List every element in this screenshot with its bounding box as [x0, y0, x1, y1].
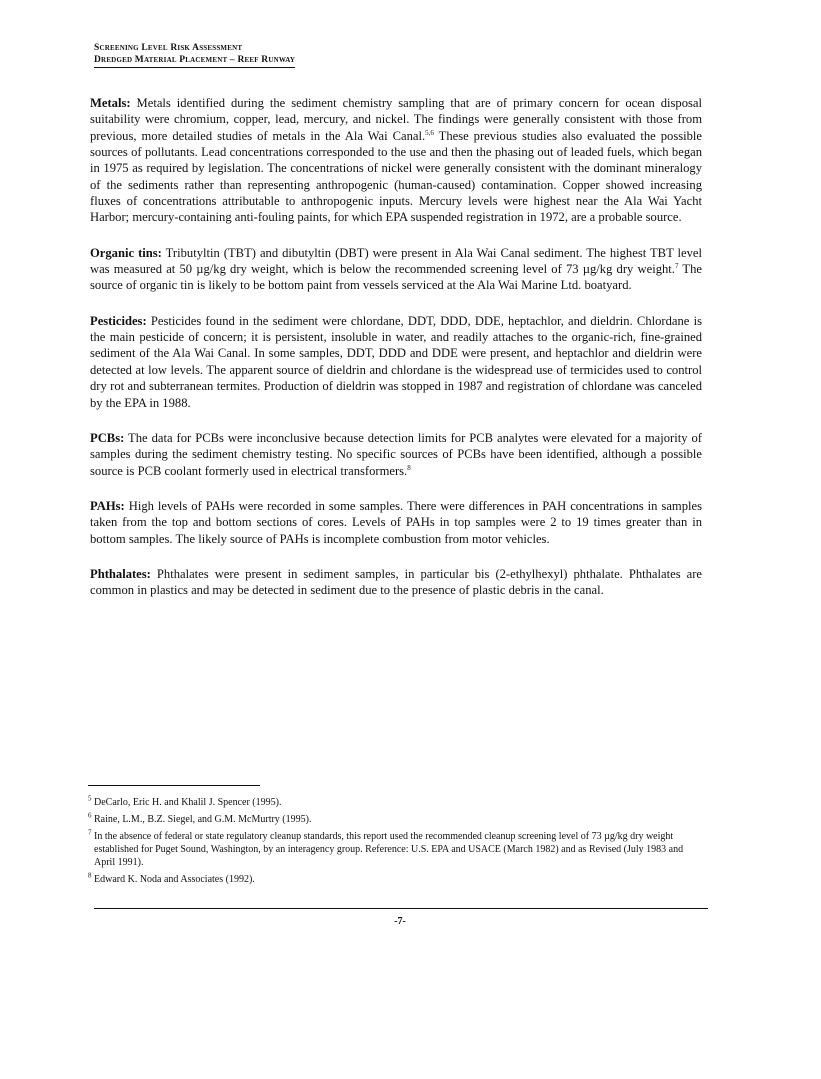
footnote-ref[interactable]: 8: [407, 463, 411, 472]
paragraph-metals: [90, 95, 702, 226]
paragraph-heading: Pesticides:: [90, 313, 147, 328]
footnote-text: Edward K. Noda and Associates (1992).: [94, 874, 255, 885]
paragraph-organic-tins: [90, 245, 702, 294]
paragraph-text: High levels of PAHs were recorded in some samples. There were differences in PAH concentrations in samples taken from the top and bottom sections of cores. Levels of PAHs in top samples were 2 to 19 times greater than in bottom samples. The likely source of PAHs is incomplete combustion from motor vehicles.: [90, 498, 702, 546]
footnote-ref[interactable]: 7: [674, 261, 679, 270]
footnote-text: Raine, L.M., B.Z. Siegel, and G.M. McMurtry (1995).: [94, 814, 312, 825]
paragraph-pcbs: [90, 430, 702, 479]
footnote-6: [88, 813, 708, 826]
paragraph-text-cont: The source of organic tin is likely to be bottom paint from vessels serviced at the Ala Wai Marine Ltd. boatyard.: [90, 262, 702, 293]
body-text: [90, 95, 702, 618]
paragraph-text: Pesticides found in the sediment were chlordane, DDT, DDD, DDE, heptachlor, and dieldrin. Chlordane is the main pesticide of concern; it is persistent, insoluble in water, and readily attaches to the organic-rich, fine-grained sediment of the Ala Wai Canal. In some samples, DDT, DDD and DDE were present, and heptachlor and dieldrin were detected at low levels. The apparent source of dieldrin and chlordane is the widespread use of termicides used to control dry rot and subterranean termites. Production of dieldrin was stopped in 1987 and registration of chlordane was canceled by the EPA in 1988.: [90, 313, 702, 410]
footnote-text: In the absence of federal or state regulatory cleanup standards, this report used the recommended cleanup screening level of 73 µg/kg dry weight established for Puget Sound, Washington, by an interagency group. Reference: U.S. EPA and USACE (March 1982) and as Revised (July 1983 and April 1991).: [94, 831, 684, 868]
paragraph-text: Phthalates were present in sediment samples, in particular bis (2-ethylhexyl) phthalate. Phthalates are common in plastics and may be detected in sediment due to the presence of plastic debris in the canal.: [90, 566, 702, 598]
footnote-mark: 8: [88, 871, 92, 880]
page-footer-rule: [94, 908, 708, 909]
footnote-ref[interactable]: 5,6: [425, 128, 434, 137]
paragraph-heading: Phthalates:: [90, 566, 151, 581]
paragraph-heading: PCBs:: [90, 430, 125, 445]
footnote-7: [88, 830, 708, 869]
paragraph-pahs: [90, 498, 702, 547]
paragraph-text: Metals identified during the sediment chemistry sampling that are of primary concern for ocean disposal suitability were chromium, copper, lead, mercury, and nickel. The findings were generally consistent with those from previous, more detailed studies of metals in the Ala Wai Canal.: [90, 96, 702, 143]
footnote-mark: 7: [88, 828, 92, 837]
paragraph-heading: Organic tins:: [90, 245, 162, 260]
footnote-separator: [88, 785, 260, 786]
paragraph-heading: PAHs:: [90, 498, 125, 513]
footnote-8: [88, 873, 708, 886]
header-line-1: Screening Level Risk Assessment: [94, 43, 243, 53]
footnote-mark: 6: [88, 811, 92, 820]
paragraph-text: Tributyltin (TBT) and dibutyltin (DBT) were present in Ala Wai Canal sediment. The highest TBT level was measured at 50 µg/kg dry weight, which is below the recommended screening level of 73 µg/kg dry weight.: [90, 245, 703, 277]
footnote-text: DeCarlo, Eric H. and Khalil J. Spencer (1995).: [94, 797, 282, 808]
header-line-2: Dredged Material Placement – Reef Runway: [94, 54, 295, 68]
paragraph-text: The data for PCBs were inconclusive because detection limits for PCB analytes were elevated for a majority of samples during the sediment chemistry testing. No specific sources of PCBs have been identified, although a possible source is PCB coolant formerly used in electrical transformers.: [90, 430, 702, 478]
paragraph-phthalates: [90, 566, 702, 599]
footnotes: [88, 796, 708, 890]
running-header: [94, 42, 714, 68]
paragraph-text-cont: These previous studies also evaluated the possible sources of pollutants. Lead concentrations corresponded to the use and then the phasing out of leaded fuels, which began in 1975 as required by legislation. The concentrations of nickel were generally consistent with the dominant mineralogy of the sediments rather than representing anthropogenic (human-caused) contamination. Copper showed increasing fluxes of concentrations attributable to anthropogenic inputs. Mercury levels were highest near the Ala Wai Yacht Harbor; mercury-containing anti-fouling paints, for which EPA suspended registration in 1972, are a probable source.: [90, 128, 703, 225]
paragraph-pesticides: [90, 313, 702, 411]
page-number: -7-: [394, 916, 406, 927]
footnote-mark: 5: [88, 794, 92, 803]
paragraph-heading: Metals:: [90, 96, 131, 110]
footnote-5: [88, 796, 708, 809]
